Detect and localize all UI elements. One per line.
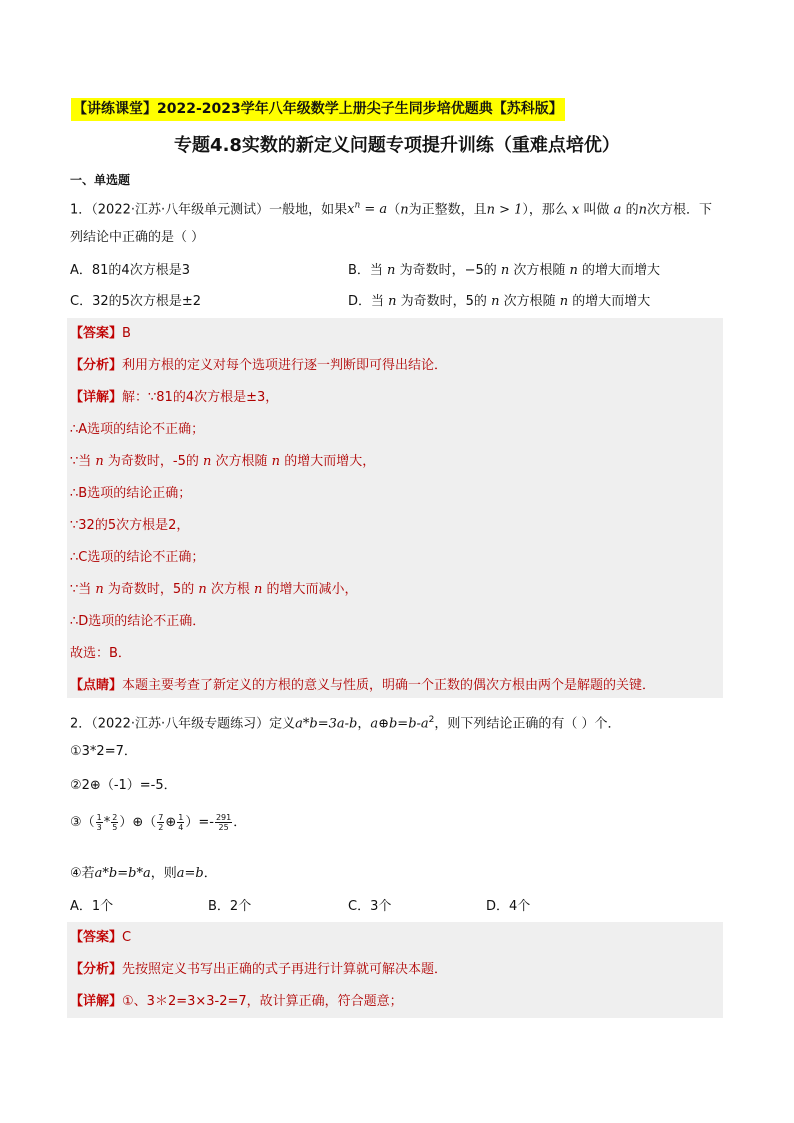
q2-option-b: B．2个 bbox=[208, 899, 252, 914]
q1-option-a: A．81的4次方根是3 bbox=[70, 263, 190, 278]
q2-answer: 【答案】C bbox=[70, 930, 132, 945]
q1-answer: 【答案】B bbox=[70, 326, 131, 341]
q1-detail-4: ∴B选项的结论正确； bbox=[70, 486, 192, 501]
header-banner: 【讲练课堂】2022-2023学年八年级数学上册尖子生同步培优题典【苏科版】 bbox=[71, 98, 565, 121]
q1-stem-line1: 1．（2022·江苏·八年级单元测试）一般地，如果$x^n = a(n$为正整数，且n > 1），那么 x 叫做 a 的n次方根．下 bbox=[70, 201, 712, 218]
fraction: $\frac{291}{25}$ bbox=[215, 813, 232, 832]
q2-option-d: D．4个 bbox=[486, 899, 531, 914]
q1-detail-1: 【详解】解：∵81的4次方根是±3， bbox=[70, 390, 279, 405]
fraction: $\frac{7}{2}$ bbox=[158, 813, 164, 832]
q2-option-c: C．3个 bbox=[348, 899, 392, 914]
q2-option-a: A．1个 bbox=[70, 899, 114, 914]
page-title: 专题4.8实数的新定义问题专项提升训练（重难点培优） bbox=[174, 135, 620, 156]
q1-option-c: C．32的5次方根是±2 bbox=[70, 294, 202, 309]
fraction: $\frac{1}{4}$ bbox=[178, 813, 184, 832]
q1-option-d: D．当 n 为奇数时，5的 n 次方根随 n 的增大而增大 bbox=[348, 294, 651, 309]
q2-analysis: 【分析】先按照定义书写出正确的式子再进行计算就可解决本题． bbox=[70, 962, 448, 977]
q1-stem-line2: 列结论中正确的是（ ） bbox=[70, 230, 205, 245]
q1-comment: 【点睛】本题主要考查了新定义的方根的意义与性质，明确一个正数的偶次方根由两个是解题的关键． bbox=[70, 678, 656, 693]
section-heading: 一、单选题 bbox=[70, 173, 131, 187]
q1-detail-8: ∴D选项的结论不正确． bbox=[70, 614, 206, 629]
q1-detail-6: ∴C选项的结论不正确； bbox=[70, 550, 205, 565]
q2-item-3: ③（ $\frac{1}{3}$ * $\frac{2}{5}$ ）⊕（ $\frac{7}{2}$ ⊕ $\frac{1}{4}$ ）=- $\frac{291}{25}$ ． bbox=[70, 813, 247, 832]
q2-item-2: ②2⊕（-1）=-5． bbox=[70, 778, 177, 793]
q1-detail-5: ∵32的5次方根是2， bbox=[70, 518, 190, 533]
fraction: $\frac{2}{5}$ bbox=[112, 813, 118, 832]
q1-choose: 故选：B． bbox=[70, 646, 131, 661]
q2-detail-1: 【详解】①、3＊2=3×3-2=7，故计算正确，符合题意； bbox=[70, 994, 403, 1009]
q2-item-4: ④若a*b=b*a，则a=b． bbox=[70, 866, 217, 881]
q2-stem: 2．（2022·江苏·八年级专题练习）定义a*b=3a-b，$a\oplus b=b-a^2$，则下列结论正确的有（ ）个． bbox=[70, 715, 621, 732]
q1-detail-3: ∵当 n 为奇数时，-5的 n 次方根随 n 的增大而增大， bbox=[70, 454, 376, 469]
q1-detail-2: ∴A选项的结论不正确； bbox=[70, 422, 205, 437]
q1-analysis: 【分析】利用方根的定义对每个选项进行逐一判断即可得出结论． bbox=[70, 358, 448, 373]
fraction: $\frac{1}{3}$ bbox=[96, 813, 102, 832]
q1-detail-7: ∵当 n 为奇数时，5的 n 次方根 n 的增大而减小， bbox=[70, 582, 358, 597]
q1-option-b: B．当 n 为奇数时，−5的 n 次方根随 n 的增大而增大 bbox=[348, 263, 661, 278]
q2-item-1: ①3*2=7． bbox=[70, 744, 137, 759]
